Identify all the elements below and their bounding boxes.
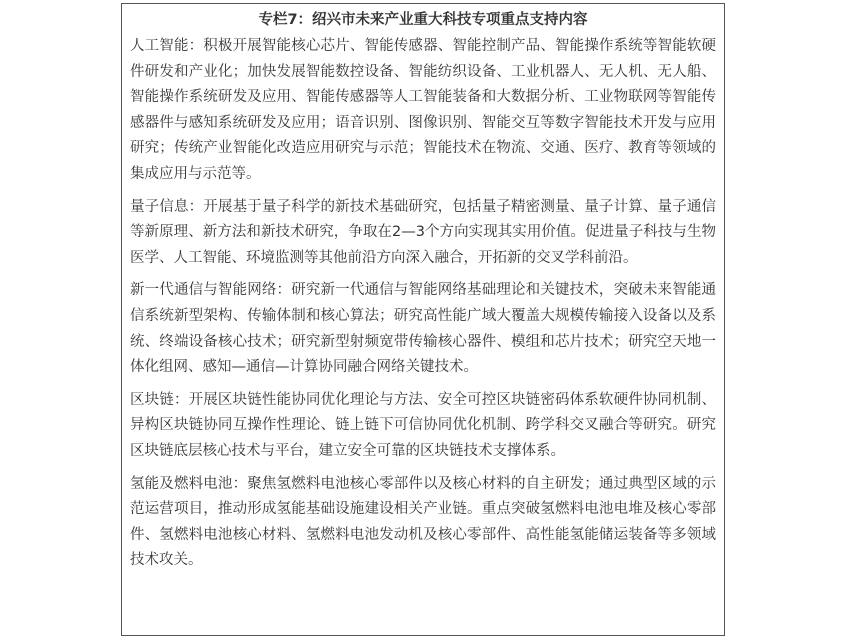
section-ai — [130, 34, 716, 188]
section-label: 人工智能 ： — [130, 38, 203, 54]
section-label: 氢能及燃料电池 ： — [130, 476, 247, 492]
section-text: 聚焦氢燃料电池核心零部件以及核心材料的自主研发；通过典型区域的示范运营项目，推动形成氢能基础设施建设相关产业链。重点突破氢燃料电池电堆及核心零部件、氢燃料电池核心材料、氢燃料电池发动机及核心零部件、高性能氢能储运装备等多领域技术攻关。 — [130, 475, 717, 569]
section-network — [130, 278, 716, 380]
section-label: 新一代通信与智能网络 ： — [130, 282, 291, 298]
section-label: 区块链 ： — [130, 392, 189, 408]
section-text: 研究新一代通信与智能网络基础理论和关键技术，突破未来智能通信系统新型架构、传输体制和核心算法；研究高性能广域大覆盖大规模传输接入设备以及系统、终端设备核心技术；研究新型射频宽带传输核心器件、模组和芯片技术；研究空天地一体化组网、感知—通信—计算协同融合网络关键技术。 — [130, 282, 717, 376]
section-text: 积极开展智能核心芯片、智能传感器、智能控制产品、智能操作系统等智能软硬件研发和产业化；加快发展智能数控设备、智能纺织设备、工业机器人、无人机、无人船、智能操作系统研发及应用、智能传感器等人工智能装备和大数据分析、工业物联网等智能传感器件与感知系统研发及应用；语音识别、图像识别、智能交互等数字智能技术开发与应用研究；传统产业智能化改造应用研究与示范；智能技术在物流、交通、医疗、教育等领域的集成应用与示范等。 — [130, 38, 717, 182]
section-hydrogen — [130, 472, 716, 574]
section-quantum — [130, 195, 716, 272]
section-text: 开展区块链性能协同优化理论与方法、安全可控区块链密码体系软硬件协同机制、异构区块链协同互操作性理论、链上链下可信协同优化机制、跨学科交叉融合等研究。研究区块链底层核心技术与平台，建立安全可靠的区块链技术支撑体系。 — [130, 391, 717, 459]
section-text: 开展基于量子科学的新技术基础研究，包括量子精密测量、量子计算、量子通信等新原理、新方法和新技术研究，争取在2—3个方向实现其实用价值。促进量子科技与生物医学、人工智能、环境监测等其他前沿方向深入融合，开拓新的交叉学科前沿。 — [130, 198, 717, 266]
section-label: 量子信息 ： — [130, 199, 203, 215]
feature-box — [121, 3, 725, 636]
section-blockchain — [130, 388, 716, 465]
box-title: 专栏7：绍兴市未来产业重大科技专项重点支持内容 — [258, 12, 588, 28]
